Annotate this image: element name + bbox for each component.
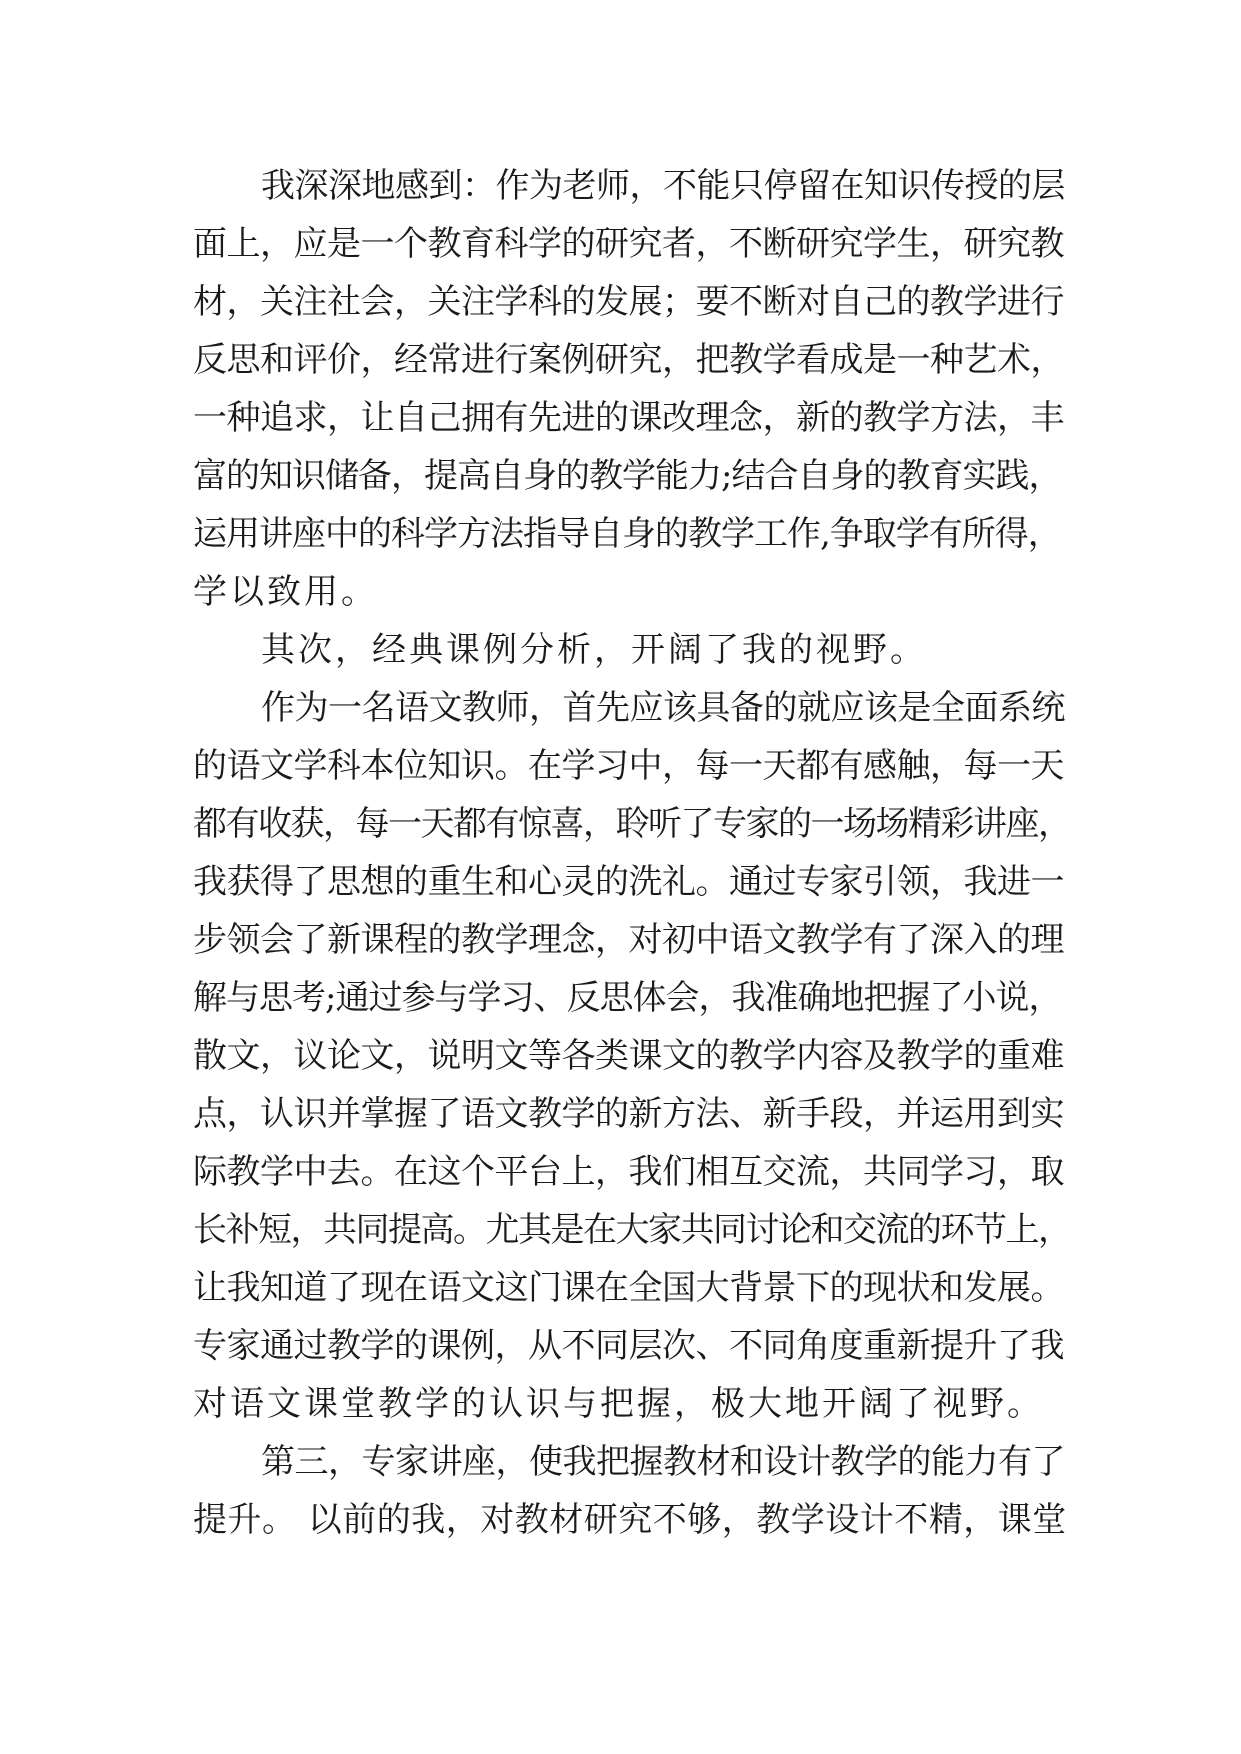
text-line: 长补短，共同提高。尤其是在大家共同讨论和交流的环节上， <box>193 1210 1071 1250</box>
text-line: 学以致用。 <box>193 572 378 612</box>
text-line: 我获得了思想的重生和心灵的洗礼。通过专家引领，我进一 <box>193 862 1064 902</box>
text-line: 材，关注社会，关注学科的发展；要不断对自己的教学进行 <box>193 282 1064 322</box>
text-line: 第三，专家讲座，使我把握教材和设计教学的能力有了 <box>261 1442 1065 1482</box>
text-line: 我深深地感到：作为老师，不能只停留在知识传授的层 <box>261 166 1065 206</box>
text-line: 专家通过教学的课例，从不同层次、不同角度重新提升了我 <box>193 1326 1064 1366</box>
text-line: 点，认识并掌握了语文教学的新方法、新手段，并运用到实 <box>193 1094 1064 1134</box>
text-line: 际教学中去。在这个平台上，我们相互交流，共同学习，取 <box>193 1152 1064 1192</box>
text-line: 步领会了新课程的教学理念，对初中语文教学有了深入的理 <box>193 920 1064 960</box>
text-line: 其次，经典课例分析，开阔了我的视野。 <box>261 630 927 670</box>
text-line: 一种追求，让自己拥有先进的课改理念，新的教学方法，丰 <box>193 398 1064 438</box>
text-line: 散文，议论文，说明文等各类课文的教学内容及教学的重难 <box>193 1036 1064 1076</box>
text-line: 富的知识储备，提高自身的教学能力;结合自身的教育实践， <box>193 456 1062 496</box>
text-line: 反思和评价，经常进行案例研究，把教学看成是一种艺术， <box>193 340 1064 380</box>
text-line: 让我知道了现在语文这门课在全国大背景下的现状和发展。 <box>193 1268 1064 1308</box>
text-line: 作为一名语文教师，首先应该具备的就应该是全面系统 <box>261 688 1065 728</box>
text-line: 对语文课堂教学的认识与把握，极大地开阔了视野。 <box>193 1384 1044 1424</box>
text-line: 的语文学科本位知识。在学习中，每一天都有感触，每一天 <box>193 746 1064 786</box>
text-line: 解与思考;通过参与学习、反思体会，我准确地把握了小说， <box>193 978 1062 1018</box>
body-text <box>193 157 1073 1549</box>
text-line: 都有收获，每一天都有惊喜，聆听了专家的一场场精彩讲座， <box>193 804 1071 844</box>
text-line: 运用讲座中的科学方法指导自身的教学工作,争取学有所得， <box>193 514 1061 554</box>
text-line: 面上，应是一个教育科学的研究者，不断研究学生，研究教 <box>193 224 1064 264</box>
text-line: 提升。 以前的我，对教材研究不够，教学设计不精，课堂 <box>193 1500 1067 1540</box>
